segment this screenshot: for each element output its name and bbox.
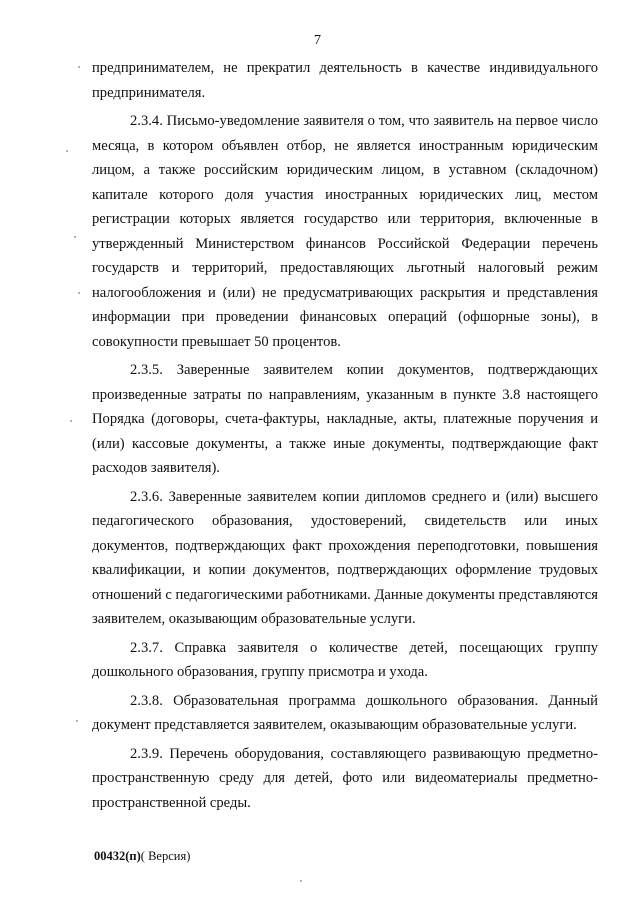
paragraph-2-3-8: 2.3.8. Образовательная программа дошкольного образования. Данный документ представляется заявителем, оказывающим образовательные услуги. [92,692,598,733]
page-number: 7 [314,33,321,48]
scan-speck [300,880,302,882]
scan-speck [76,720,78,722]
paragraph-2-3-5: 2.3.5. Заверенные заявителем копии документов, подтверждающих произведенные затраты по направлениям, указанным в пункте 3.8 настоящего Порядка (договоры, счета-фактуры, накладные, акты, платежные поручения и (или) кассовые документы, а также иные документы, подтверждающие факт расходов заявителя). [92,362,598,476]
document-code: 00432(п) [94,849,141,863]
paragraph-continuation: предпринимателем, не прекратил деятельность в качестве индивидуального предпринимателя. [92,60,598,101]
scan-speck [70,420,72,422]
paragraph-2-3-7: 2.3.7. Справка заявителя о количестве детей, посещающих группу дошкольного образования, группу присмотра и ухода. [92,639,598,680]
paragraph-2-3-9: 2.3.9. Перечень оборудования, составляющего развивающую предметно-пространственную среду для детей, фото или видеоматериалы предметно-пространственной среды. [92,745,598,811]
paragraph-2-3-4: 2.3.4. Письмо-уведомление заявителя о том, что заявитель на первое число месяца, в котором объявлен отбор, не является иностранным юридическим лицом, а также российским юридическим лицом, в уставном (складочном) капитале которого доля участия иностранных юридических лиц, местом регистрации которых является государство или территория, включенные в утвержденный Министерством финансов Российской Федерации перечень государств и территорий, предоставляющих льготный налоговый режим налогообложения и (или) не предусматривающих раскрытия и представления информации при проведении финансовых операций (офшорные зоны), в совокупности превышает 50 процентов. [92,113,598,350]
document-body [92,56,598,815]
document-version: ( Версия) [140,849,191,863]
document-footer [94,848,190,864]
scan-speck [78,292,80,294]
scan-speck [74,236,76,238]
scan-speck [66,150,68,152]
paragraph-2-3-6: 2.3.6. Заверенные заявителем копии дипломов среднего и (или) высшего педагогического образования, удостоверений, свидетельств или иных документов, подтверждающих факт прохождения переподготовки, повышения квалификации, и копии документов, подтверждающих оформление трудовых отношений с педагогическими работниками. Данные документы представляются заявителем, оказывающим образовательные услуги. [92,488,598,627]
scan-speck [78,66,80,68]
